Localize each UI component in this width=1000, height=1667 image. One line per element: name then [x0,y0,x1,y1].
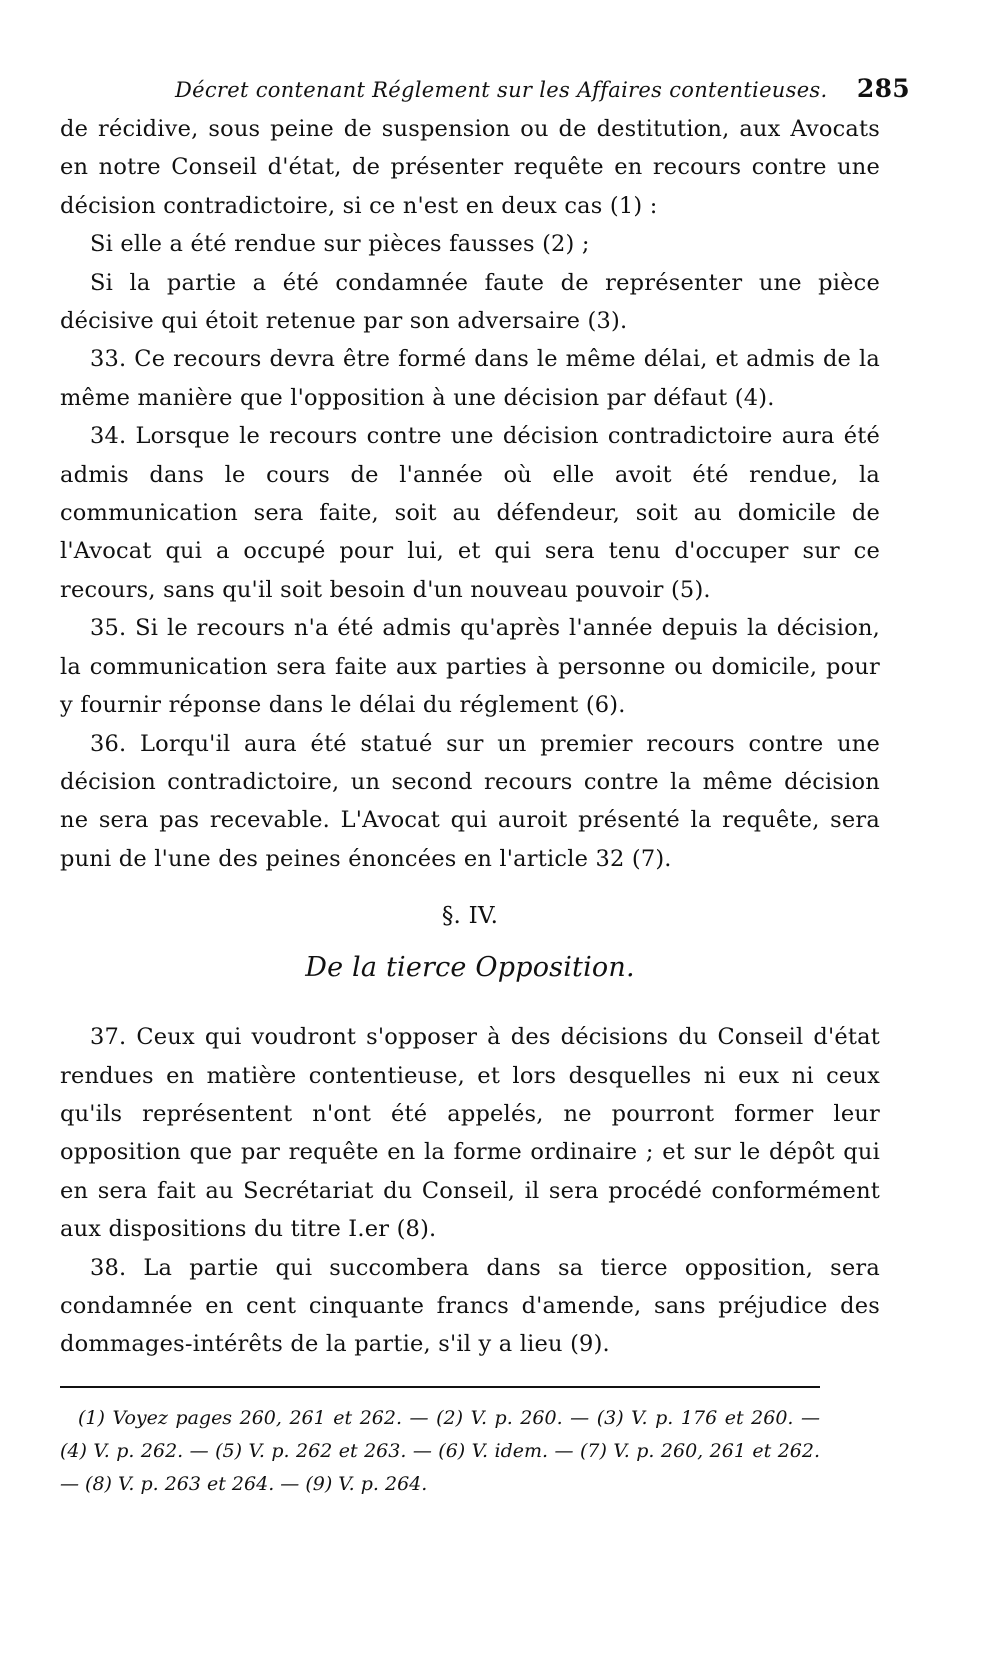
footnote-text: (1) Voyez pages 260, 261 et 262. — (2) V. p. 260. — (3) V. p. 176 et 260. — (4) V. p. 262. — (5) V. p. 262 et 263. — (6) V. idem. — (7) V. p. 260, 261 et 262. — (8) V. p. 263 et 264. — (9) V. p. 264. [60,1406,820,1495]
paragraph: Si elle a été rendue sur pièces fausses (2) ; [90,231,590,258]
footnote-rule [60,1386,820,1388]
paragraph: 37. Ceux qui voudront s'opposer à des décisions du Conseil d'état rendues en matière contentieuse, et lors desquelles ni eux ni ceux qu'ils représentent n'ont été appelés, ne pourront former leur opposition que par requête en la forme ordinaire ; et sur le dépôt qui en sera fait au Secrétariat du Conseil, il sera procédé conformément aux dispositions du titre I.er (8). [60,1024,880,1243]
paragraph: 33. Ce recours devra être formé dans le même délai, et admis de la même manière que l'opposition à une décision par défaut (4). [60,346,880,411]
paragraph: Si la partie a été condamnée faute de représenter une pièce décisive qui étoit retenue par son adversaire (3). [60,269,880,335]
paragraph: 35. Si le recours n'a été admis qu'après l'année depuis la décision, la communication sera faite aux parties à personne ou domicile, pour y fournir réponse dans le délai du réglement (6). [60,615,880,719]
running-title: Décret contenant Réglement sur les Affaires contentieuses. [175,78,828,102]
page [60,70,910,1501]
body-text [60,110,880,1364]
paragraph: de récidive, sous peine de suspension ou de destitution, aux Avocats en notre Conseil d'état, de présenter requête en recours contre une décision contradictoire, si ce n'est en deux cas (1) : [60,116,880,219]
paragraph: 34. Lorsque le recours contre une décision contradictoire aura été admis dans le cours de l'année où elle avoit été rendue, la communication sera faite, soit au défendeur, soit au domicile de l'Avocat qui a occupé pour lui, et qui sera tenu d'occuper sur ce recours, sans qu'il soit besoin d'un nouveau pouvoir (5). [60,423,880,603]
footnotes [60,1402,820,1501]
section-title: De la tierce Opposition. [305,952,635,984]
page-number: 285 [856,74,910,103]
running-head [60,70,910,110]
section-mark: §. IV. [441,903,499,930]
paragraph: 36. Lorqu'il aura été statué sur un premier recours contre une décision contradictoire, un second recours contre la même décision ne sera pas recevable. L'Avocat qui auroit présenté la requête, sera puni de l'une des peines énoncées en l'article 32 (7). [60,730,880,872]
paragraph: 38. La partie qui succombera dans sa tierce opposition, sera condamnée en cent cinquante francs d'amende, sans préjudice des dommages-intérêts de la partie, s'il y a lieu (9). [60,1254,880,1358]
